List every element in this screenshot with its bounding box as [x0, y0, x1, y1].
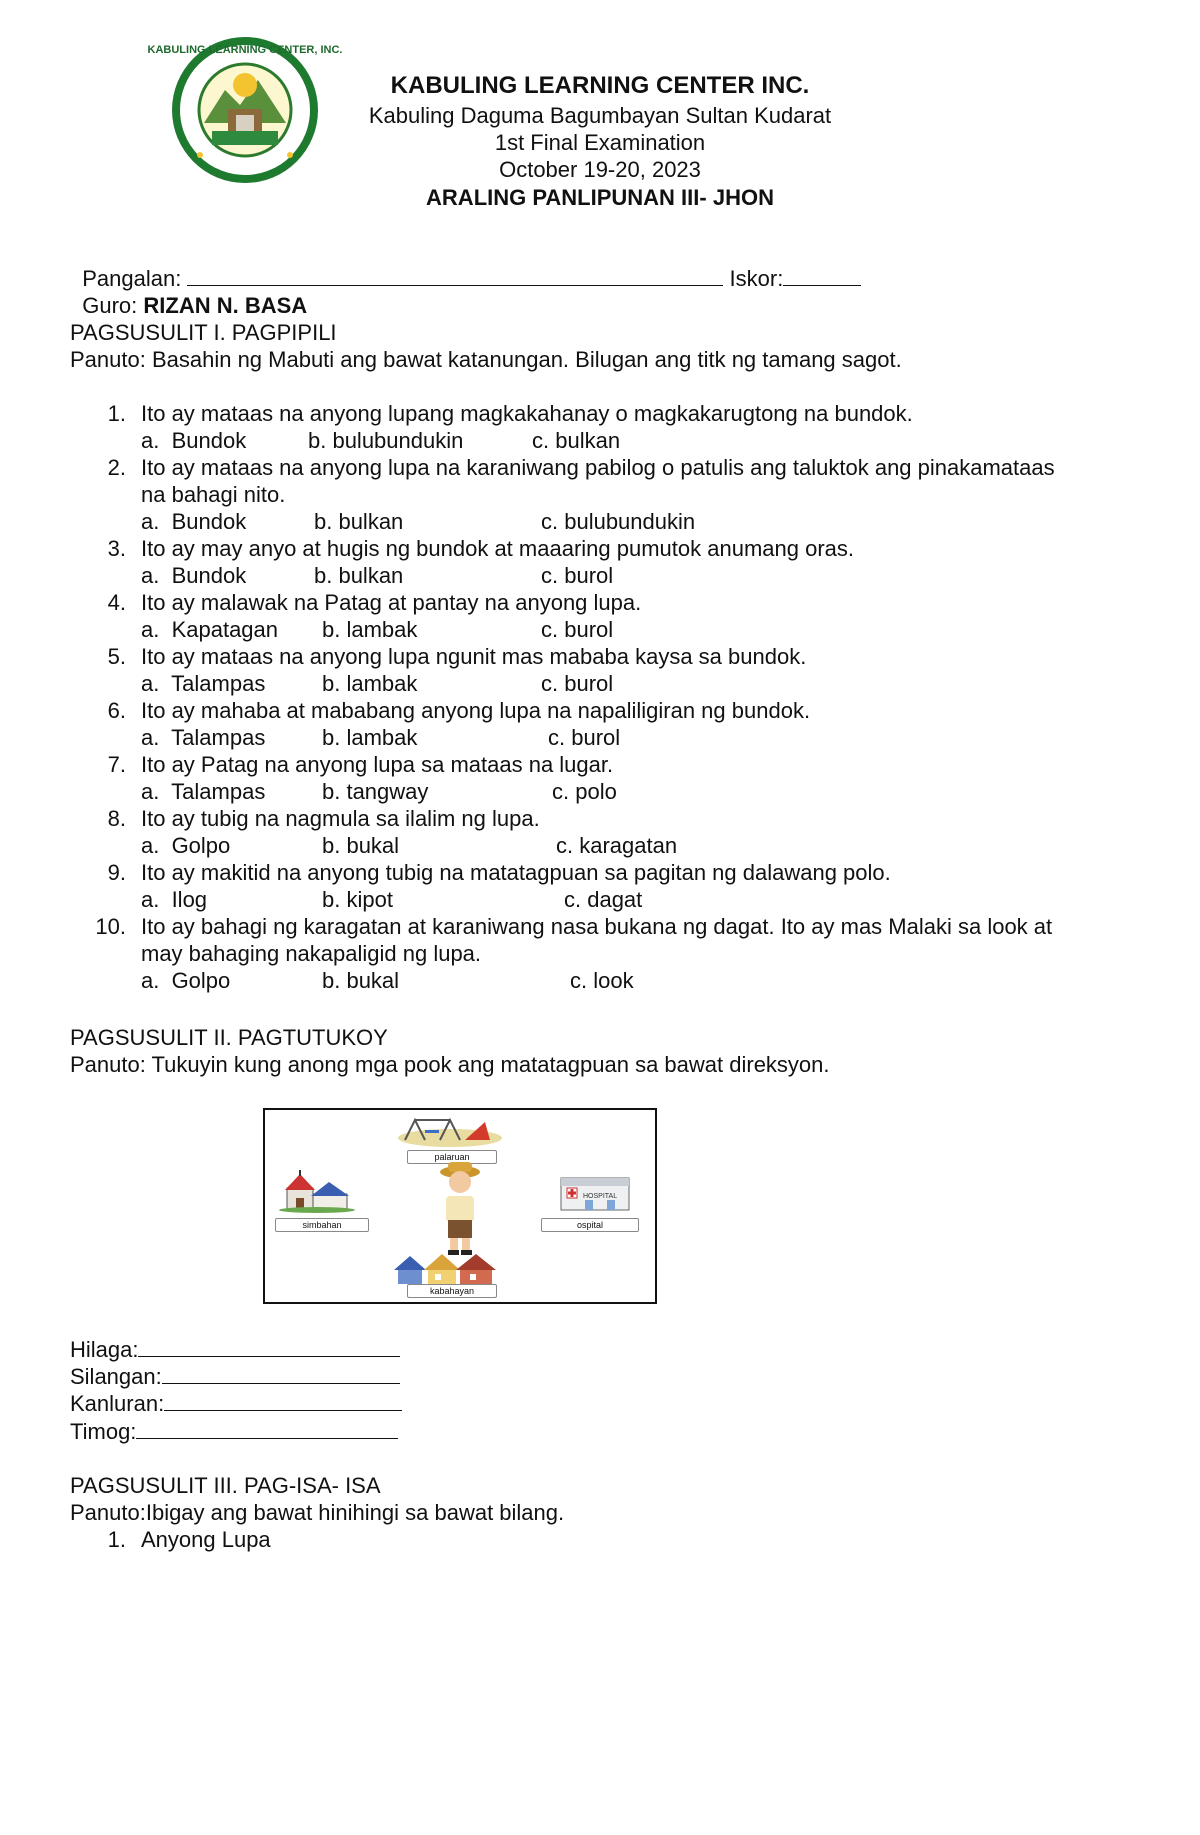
choice-c[interactable]: c. burol — [541, 617, 614, 642]
child-icon — [430, 1158, 490, 1258]
question-text: Ito ay bahagi ng karagatan at karaniwang nasa bukana ng dagat. Ito ay mas Malaki sa look at — [141, 914, 1053, 939]
map-label-north: palaruan — [407, 1150, 497, 1164]
choice-b[interactable]: b. lambak — [322, 617, 418, 642]
choice-a[interactable]: a. Ilog — [141, 887, 208, 912]
choice-a[interactable]: a. Bundok — [141, 428, 247, 453]
map-label-east: ospital — [541, 1218, 639, 1232]
direction-east-label: Silangan: — [70, 1364, 162, 1389]
direction-north-label: Hilaga: — [70, 1337, 139, 1362]
houses-icon — [390, 1250, 510, 1286]
choice-b[interactable]: b. lambak — [322, 671, 418, 696]
choice-a[interactable]: a. Bundok — [141, 509, 247, 534]
school-address: Kabuling Daguma Bagumbayan Sultan Kudarat — [368, 103, 832, 128]
teacher-label: Guro: — [82, 293, 144, 318]
direction-east-row — [70, 1363, 400, 1390]
part3-instruction: Panuto:Ibigay ang bawat hinihingi sa bawat bilang. — [70, 1500, 565, 1525]
direction-west-label: Kanluran: — [70, 1391, 165, 1416]
choice-b[interactable]: b. kipot — [322, 887, 393, 912]
question-text: may bahaging nakapaligid ng lupa. — [141, 941, 482, 966]
question-number: 2. — [107, 455, 126, 480]
question-text: Ito ay mataas na anyong lupa na karaniwang pabilog o patulis ang taluktok ang pinakamataas — [141, 455, 1055, 480]
question-number: 4. — [107, 590, 126, 615]
choice-b[interactable]: b. bulkan — [314, 563, 404, 588]
question-number: 6. — [107, 698, 126, 723]
question-number: 10. — [95, 914, 126, 939]
choice-a[interactable]: a. Kapatagan — [141, 617, 279, 642]
question-text: Ito ay Patag na anyong lupa sa mataas na lugar. — [141, 752, 614, 777]
choice-c[interactable]: c. bulubundukin — [541, 509, 696, 534]
question-text: Ito ay mataas na anyong lupang magkakahanay o magkakarugtong na bundok. — [141, 401, 913, 426]
choice-b[interactable]: b. bukal — [322, 833, 400, 858]
choice-c[interactable]: c. burol — [541, 563, 614, 588]
school-name: KABULING LEARNING CENTER INC. — [390, 72, 810, 99]
direction-west-blank[interactable] — [164, 1390, 402, 1411]
question-number: 5. — [107, 644, 126, 669]
exam-title: 1st Final Examination — [494, 130, 706, 155]
direction-map — [263, 1108, 657, 1304]
logo-text: KABULING LEARNING CENTER, INC. — [147, 44, 343, 56]
choice-a[interactable]: a. Golpo — [141, 968, 231, 993]
direction-north-row — [70, 1336, 400, 1363]
choice-c[interactable]: c. polo — [552, 779, 617, 804]
name-label: Pangalan: — [82, 266, 188, 291]
teacher-row — [70, 265, 307, 319]
part1-instruction: Panuto: Basahin ng Mabuti ang bawat katanungan. Bilugan ang titk ng tamang sagot. — [70, 347, 902, 372]
exam-date: October 19-20, 2023 — [499, 157, 701, 182]
question-text: Ito ay may anyo at hugis ng bundok at maaaring pumutok anumang oras. — [141, 536, 854, 561]
score-blank[interactable] — [783, 265, 861, 286]
choice-c[interactable]: c. dagat — [564, 887, 643, 912]
part2-instruction: Panuto: Tukuyin kung anong mga pook ang matatagpuan sa bawat direksyon. — [70, 1052, 830, 1077]
choice-b[interactable]: b. bukal — [322, 968, 400, 993]
question-text: Ito ay mahaba at mababang anyong lupa na napaliligiran ng bundok. — [141, 698, 811, 723]
map-label-west: simbahan — [275, 1218, 369, 1232]
map-label-south: kabahayan — [407, 1284, 497, 1298]
question-text: Ito ay makitid na anyong tubig na matatagpuan sa pagitan ng dalawang polo. — [141, 860, 891, 885]
direction-south-blank[interactable] — [136, 1418, 398, 1439]
question-text: na bahagi nito. — [141, 482, 286, 507]
hospital-icon — [555, 1170, 635, 1214]
question-number: 7. — [107, 752, 126, 777]
question-number: 9. — [107, 860, 126, 885]
part2-title: PAGSUSULIT II. PAGTUTUKOY — [70, 1025, 388, 1050]
choice-c[interactable]: c. burol — [541, 671, 614, 696]
choice-b[interactable]: b. tangway — [322, 779, 429, 804]
choice-a[interactable]: a. Talampas — [141, 671, 266, 696]
church-icon — [277, 1170, 357, 1214]
part3-title: PAGSUSULIT III. PAG-ISA- ISA — [70, 1473, 381, 1498]
question-number: 8. — [107, 806, 126, 831]
part3-item-text: Anyong Lupa — [141, 1527, 271, 1552]
subject-title: ARALING PANLIPUNAN III- JHON — [426, 185, 774, 210]
direction-north-blank[interactable] — [138, 1336, 400, 1357]
question-text: Ito ay malawak na Patag at pantay na anyong lupa. — [141, 590, 642, 615]
choice-b[interactable]: b. bulkan — [314, 509, 404, 534]
choice-b[interactable]: b. bulubundukin — [308, 428, 464, 453]
choice-b[interactable]: b. lambak — [322, 725, 418, 750]
question-text: Ito ay tubig na nagmula sa ilalim ng lupa. — [141, 806, 540, 831]
question-text: Ito ay mataas na anyong lupa ngunit mas mababa kaysa sa bundok. — [141, 644, 807, 669]
choice-a[interactable]: a. Golpo — [141, 833, 231, 858]
school-logo — [147, 35, 343, 185]
playground-icon — [395, 1112, 505, 1148]
score-label: Iskor: — [723, 266, 784, 291]
part3-item-number: 1. — [107, 1527, 126, 1552]
choice-a[interactable]: a. Talampas — [141, 779, 266, 804]
question-number: 1. — [107, 401, 126, 426]
choice-c[interactable]: c. look — [570, 968, 634, 993]
choice-c[interactable]: c. bulkan — [532, 428, 621, 453]
choice-c[interactable]: c. burol — [548, 725, 621, 750]
teacher-name: RIZAN N. BASA — [143, 293, 308, 318]
direction-east-blank[interactable] — [162, 1363, 400, 1384]
choice-c[interactable]: c. karagatan — [556, 833, 678, 858]
choice-a[interactable]: a. Bundok — [141, 563, 247, 588]
question-number: 3. — [107, 536, 126, 561]
part1-title: PAGSUSULIT I. PAGPIPILI — [70, 320, 337, 345]
direction-south-row — [70, 1418, 398, 1445]
choice-a[interactable]: a. Talampas — [141, 725, 266, 750]
direction-south-label: Timog: — [70, 1419, 137, 1444]
direction-west-row — [70, 1390, 402, 1417]
hospital-sign: HOSPITAL — [583, 1193, 618, 1200]
